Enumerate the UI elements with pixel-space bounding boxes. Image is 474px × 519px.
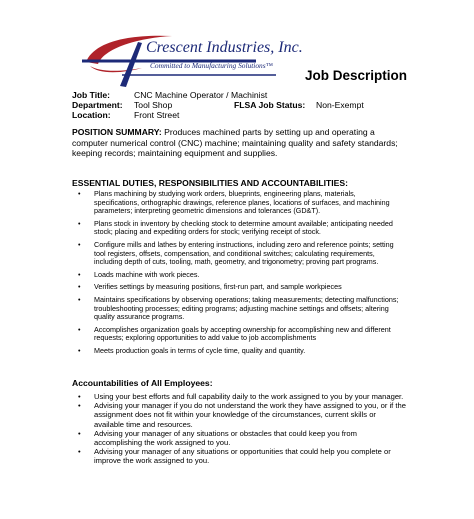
company-logo [80, 28, 303, 90]
bullet-icon: • [78, 294, 81, 304]
duties-section-title: ESSENTIAL DUTIES, RESPONSIBILITIES AND ACCOUNTABILITIES: [72, 178, 348, 188]
bullet-icon: • [78, 428, 81, 438]
logo-tagline: Committed to Manufacturing Solutions™ [150, 61, 273, 70]
logo-company-name: Crescent Industries, Inc. [146, 39, 303, 56]
list-item: • Meets production goals in terms of cycle time, quality and quantity. [78, 345, 306, 355]
list-item: • Maintains specifications by observing operations; taking measurements; detecting malfunctions; troubleshooting processes; editing programs; adjusting machine settings and offsets; altering quality assurance programs. [78, 294, 399, 322]
employees-list [72, 392, 407, 466]
list-item: • Configure mills and lathes by entering instructions, including zero and reference points; setting tool registers, offsets, compensation, and conditional switches; calculating requirements, including depth of cuts, tooling, math, geometry, and trigonometry; proving part programs. [78, 239, 394, 267]
duties-list [72, 190, 402, 356]
list-item: • Plans stock in inventory by checking stock to determine amount available; anticipating needed stock; placing and expediting orders for stock; verifying receipt of stock. [78, 218, 393, 237]
job-title-label: Job Title: [72, 90, 111, 100]
bullet-icon: • [78, 324, 81, 334]
department-label: Department: [72, 100, 123, 110]
employees-section-title: Accountabilities of All Employees: [72, 378, 213, 388]
bullet-icon: • [78, 269, 81, 279]
list-item: • Accomplishes organization goals by accepting ownership for accomplishing new and different requests; exploring opportunities to add value to job accomplishments [78, 324, 391, 343]
position-summary [72, 127, 402, 159]
location-value: Front Street [134, 110, 180, 120]
position-summary-text: Produces machined parts by setting up and operating a computer numerical control (CNC) machine; maintaining quality and safety standards; keeping records; maintaining equipment and supplies. [72, 127, 398, 158]
bullet-icon: • [78, 282, 81, 292]
list-item: • Advising your manager if you do not understand the work they have assigned to you, or if the assignment does not fit within your knowledge of the circumstances, current skills or available time and resources. [78, 401, 406, 429]
bullet-icon: • [78, 189, 81, 198]
list-item: • Plans machining by studying work orders, blueprints, engineering plans, materials, specifications, orthographic drawings, reference planes, locations of surfaces, and machining parameters; interpreting geometric dimensions and tolerances (GD&T). [78, 189, 390, 216]
crescent-logo-mark [80, 28, 280, 90]
list-item: • Using your best efforts and full capability daily to the work assigned to you by your manager. [78, 392, 404, 401]
flsa-status-value: Non-Exempt [316, 100, 364, 110]
position-summary-label: POSITION SUMMARY: [72, 127, 162, 137]
list-item: • Advising your manager of any situations or obstacles that could keep you from accomplishing the work assigned to you. [78, 428, 357, 448]
department-value: Tool Shop [134, 100, 173, 110]
flsa-status-label: FLSA Job Status: [234, 100, 306, 110]
bullet-icon: • [78, 447, 81, 457]
list-item: • Advising your manager of any situations or opportunities that could help you complete or improve the work assigned to you. [78, 447, 391, 466]
list-item: • Verifies settings by measuring positions, first-run part, and sample workpieces [78, 282, 342, 292]
bullet-icon: • [78, 239, 81, 249]
job-title-value: CNC Machine Operator / Machinist [134, 90, 268, 100]
bullet-icon: • [78, 345, 81, 355]
bullet-icon: • [78, 392, 81, 401]
list-item: • Loads machine with work pieces. [78, 269, 200, 279]
bullet-icon: • [78, 401, 81, 411]
location-label: Location: [72, 110, 111, 120]
bullet-icon: • [78, 218, 81, 228]
document-title: Job Description [305, 68, 408, 83]
